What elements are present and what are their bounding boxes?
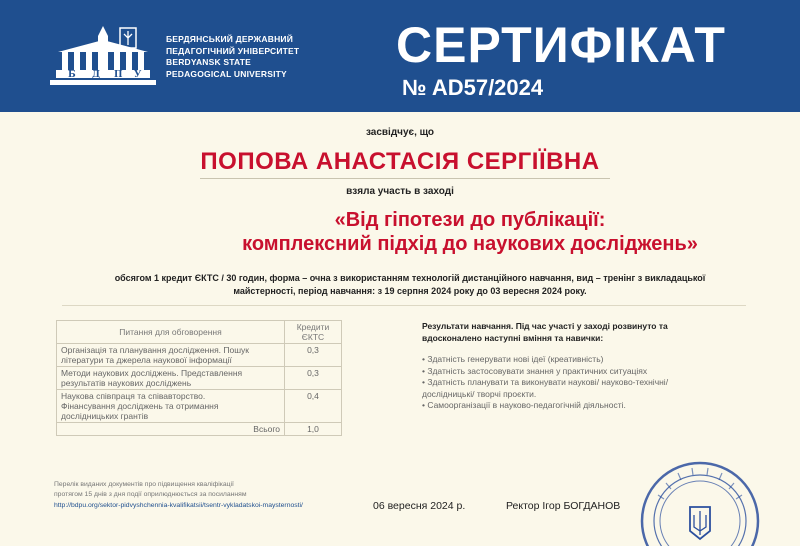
table-row	[57, 367, 342, 390]
certificate-header	[0, 0, 800, 112]
table-total-row	[57, 423, 342, 436]
credits-cell: 0,3	[285, 367, 342, 390]
results-item: • Здатність генерувати нові ідеї (креативність)	[422, 354, 604, 364]
results-item: дослідницькі/ творчі проєкти.	[422, 388, 537, 399]
topic-line: Організація та планування дослідження. Пошук	[61, 345, 250, 355]
event-title-line-1: «Від гіпотези до публікації:	[334, 209, 606, 231]
university-name-line: BERDYANSK STATE	[166, 57, 252, 67]
table-header-row	[57, 321, 342, 344]
topic-line: Наукова співпраця та співавторство.	[61, 391, 206, 401]
certificate-number: № AD57/2024	[402, 75, 544, 100]
topic-line: літератури та джерела наукової інформації	[61, 355, 232, 365]
topic-cell	[57, 367, 285, 390]
topic-line: Фінансування досліджень та отримання	[61, 401, 219, 411]
participation-text: взяла участь в заході	[346, 186, 454, 197]
topic-cell	[57, 344, 285, 367]
university-building-logo-icon	[48, 22, 158, 90]
issue-date: 06 вересня 2024 р.	[373, 500, 466, 512]
topics-table	[56, 320, 342, 436]
learning-results	[422, 321, 742, 412]
credits-header-line: Кредити	[296, 322, 330, 332]
university-name-line: БЕРДЯНСЬКИЙ ДЕРЖАВНИЙ	[166, 34, 294, 44]
section-divider	[62, 305, 746, 306]
svg-text:Б: Б	[68, 70, 76, 80]
results-title-line: Результати навчання. Під час участі у заході розвинуто та	[422, 321, 668, 331]
course-scope-line: майстерності, період навчання: з 19 серпня 2024 року до 03 вересня 2024 року.	[233, 286, 587, 296]
total-value: 1,0	[285, 423, 342, 436]
footnote	[54, 480, 247, 499]
svg-text:У: У	[134, 70, 142, 80]
results-title-line: вдосконалено наступні вміння та навички:	[422, 332, 604, 343]
university-name-line: PEDAGOGICAL UNIVERSITY	[166, 68, 287, 79]
university-name	[166, 34, 299, 80]
table-row	[57, 390, 342, 423]
results-item: • Самоорганізації в науково-педагогічній діяльності.	[422, 400, 626, 410]
topic-line: результатів наукових досліджень	[61, 378, 192, 388]
results-item: • Здатність застосовувати знання у практичних ситуаціях	[422, 365, 648, 376]
credits-cell: 0,4	[285, 390, 342, 423]
course-scope	[70, 272, 750, 298]
svg-text:Д: Д	[92, 70, 101, 80]
credits-column-header	[285, 321, 342, 344]
recipient-name: ПОПОВА АНАСТАСІЯ СЕРГІЇВНА	[200, 148, 600, 175]
name-underline	[200, 178, 610, 179]
topic-column-header: Питання для обговорення	[57, 321, 285, 344]
credits-cell: 0,3	[285, 344, 342, 367]
course-scope-line: обсягом 1 кредит ЄКТС / 30 годин, форма – очна з використанням технологій дистанційного навчання, вид – тренінг з викладацької	[114, 273, 706, 283]
topic-cell	[57, 390, 285, 423]
certificate-title: СЕРТИФІКАТ	[396, 17, 726, 73]
university-name-line: ПЕДАГОГІЧНИЙ УНІВЕРСИТЕТ	[166, 45, 300, 56]
registry-link[interactable]: http://bdpu.org/sektor-pidvyshchennia-kvalifikatsii/tsentr-vykladatskoi-maysternosti/	[54, 502, 303, 509]
svg-text:П: П	[114, 70, 123, 80]
results-title	[422, 321, 742, 344]
total-label: Всього	[57, 423, 285, 436]
footnote-line: протягом 15 днів з дня події оприлюднюється за посиланням	[54, 490, 247, 498]
results-item: • Здатність планувати та виконувати наукові/ науково-технічні/	[422, 377, 669, 387]
official-stamp-icon	[630, 455, 760, 546]
event-title-line-2: комплексний підхід до наукових досліджень»	[242, 233, 698, 255]
rector-signature: Ректор Ігор БОГДАНОВ	[506, 500, 621, 512]
topic-line: Методи наукових досліджень. Представлення	[61, 368, 243, 378]
footnote-line: Перелік виданих документів про підвищення кваліфікації	[54, 481, 234, 488]
topic-line: дослідницьких грантів	[61, 411, 149, 421]
table-row	[57, 344, 342, 367]
certifies-text: засвідчує, що	[365, 127, 435, 138]
credits-header-line: ЄКТС	[301, 332, 325, 342]
